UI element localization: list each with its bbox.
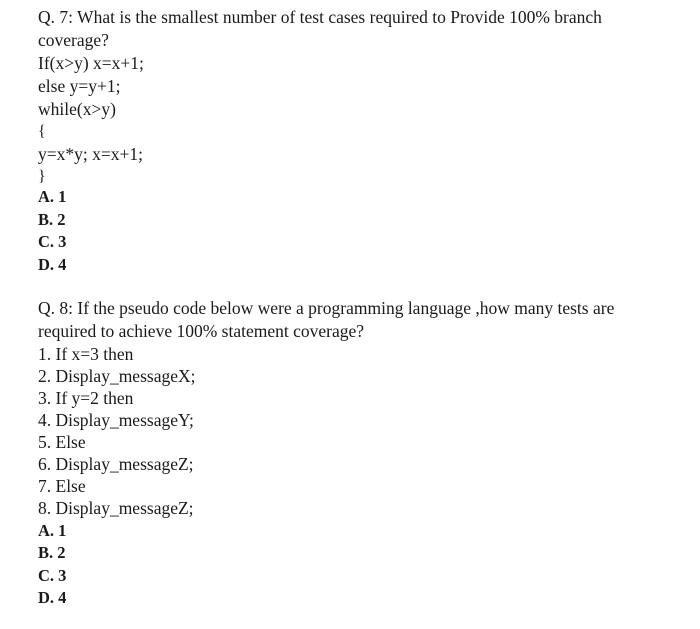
q7-option-c: C. 3 bbox=[38, 232, 67, 251]
q7-prompt-line-1: Q. 7: What is the smallest number of test cases required to Provide 100% branch bbox=[38, 7, 602, 27]
q8-prompt-line-2: required to achieve 100% statement coverage? bbox=[38, 321, 365, 341]
q8-option-c: C. 3 bbox=[38, 566, 67, 585]
q8-code-line-8: 8. Display_messageZ; bbox=[38, 498, 194, 518]
q7-code-line-5: y=x*y; x=x+1; bbox=[38, 144, 143, 164]
q7-code-line-3: while(x>y) bbox=[38, 99, 116, 119]
q7-option-d: D. 4 bbox=[38, 255, 67, 274]
q8-code-line-2: 2. Display_messageX; bbox=[38, 366, 196, 386]
q8-option-b: B. 2 bbox=[38, 543, 66, 562]
q7-option-a: A. 1 bbox=[38, 187, 67, 206]
q8-prompt-line-1: Q. 8: If the pseudo code below were a programming language ,how many tests are bbox=[38, 298, 615, 318]
q8-option-a: A. 1 bbox=[38, 521, 67, 540]
q8-code-line-4: 4. Display_messageY; bbox=[38, 410, 194, 430]
q7-code-line-1: If(x>y) x=x+1; bbox=[38, 53, 144, 73]
q7-option-b: B. 2 bbox=[38, 210, 66, 229]
q8-option-d: D. 4 bbox=[38, 588, 67, 607]
q7-code-line-6: } bbox=[38, 168, 46, 185]
q8-code-line-5: 5. Else bbox=[38, 432, 86, 452]
q8-code-line-6: 6. Display_messageZ; bbox=[38, 454, 194, 474]
q8-code-line-3: 3. If y=2 then bbox=[38, 388, 134, 408]
q8-code-line-1: 1. If x=3 then bbox=[38, 344, 134, 364]
q7-prompt-line-2: coverage? bbox=[38, 30, 109, 50]
q7-code-line-4: { bbox=[38, 123, 46, 140]
q7-code-line-2: else y=y+1; bbox=[38, 76, 121, 96]
q8-code-line-7: 7. Else bbox=[38, 476, 86, 496]
